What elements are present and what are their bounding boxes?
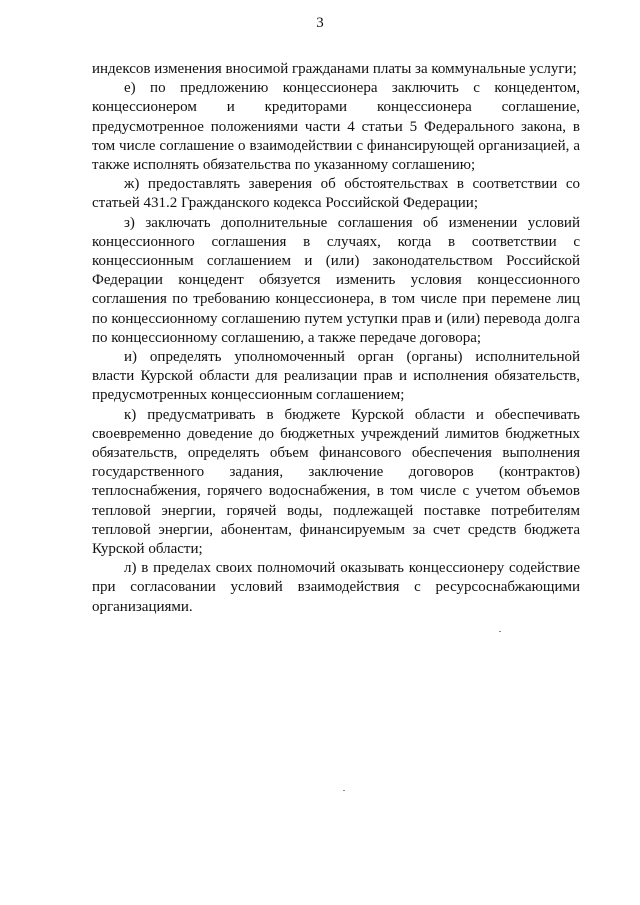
page-number: 3 — [316, 15, 324, 31]
paragraph-item-i: и) определять уполномоченный орган (органы) исполнительной власти Курской области для реализации прав и исполнения обязательств, предусмотренных концессионным соглашением; — [92, 349, 580, 404]
paragraph-item-e: е) по предложению концессионера заключить с концедентом, концессионером и кредиторами концессионера соглашение, предусмотренное положениями части 4 статьи 5 Федерального закона, в том числе соглашение о взаимодействии с финансирующей организацией, а также исполнять обязательства по указанному соглашению; — [92, 80, 580, 174]
paragraph-item-k: к) предусматривать в бюджете Курской области и обеспечивать своевременно доведение до бюджетных учреждений лимитов бюджетных обязательств, определять объем финансового обеспечения выполнения государственного задания, заключение договоров (контрактов) теплоснабжения, горячего водоснабжения, в том числе с учетом объемов тепловой энергии, горячей воды, подлежащей поставке потребителям тепловой энергии, абонентам, финансируемым за счет средств бюджета Курской области; — [92, 406, 580, 558]
scan-speck — [343, 790, 345, 791]
scan-speck — [499, 631, 501, 632]
paragraph-item-z: з) заключать дополнительные соглашения об изменении условий концессионного соглашения в случаях, когда в соответствии с концессионным соглашением и (или) законодательством Российской Федерации концедент обязуется изменить условия концессионного соглашения по требованию концессионера, в том числе при перемене лиц по концессионному соглашению путем уступки прав и (или) перевода долга по концессионному соглашению, а также передаче договора; — [92, 214, 580, 346]
document-body — [92, 60, 580, 617]
paragraph-continuation: индексов изменения вносимой гражданами платы за коммунальные услуги; — [92, 61, 577, 77]
paragraph-item-l: л) в пределах своих полномочий оказывать концессионеру содействие при согласовании условий взаимодействия с ресурсоснабжающими организациями. — [92, 560, 580, 615]
paragraph-item-zh: ж) предоставлять заверения об обстоятельствах в соответствии со статьей 431.2 Гражданского кодекса Российской Федерации; — [92, 176, 580, 212]
